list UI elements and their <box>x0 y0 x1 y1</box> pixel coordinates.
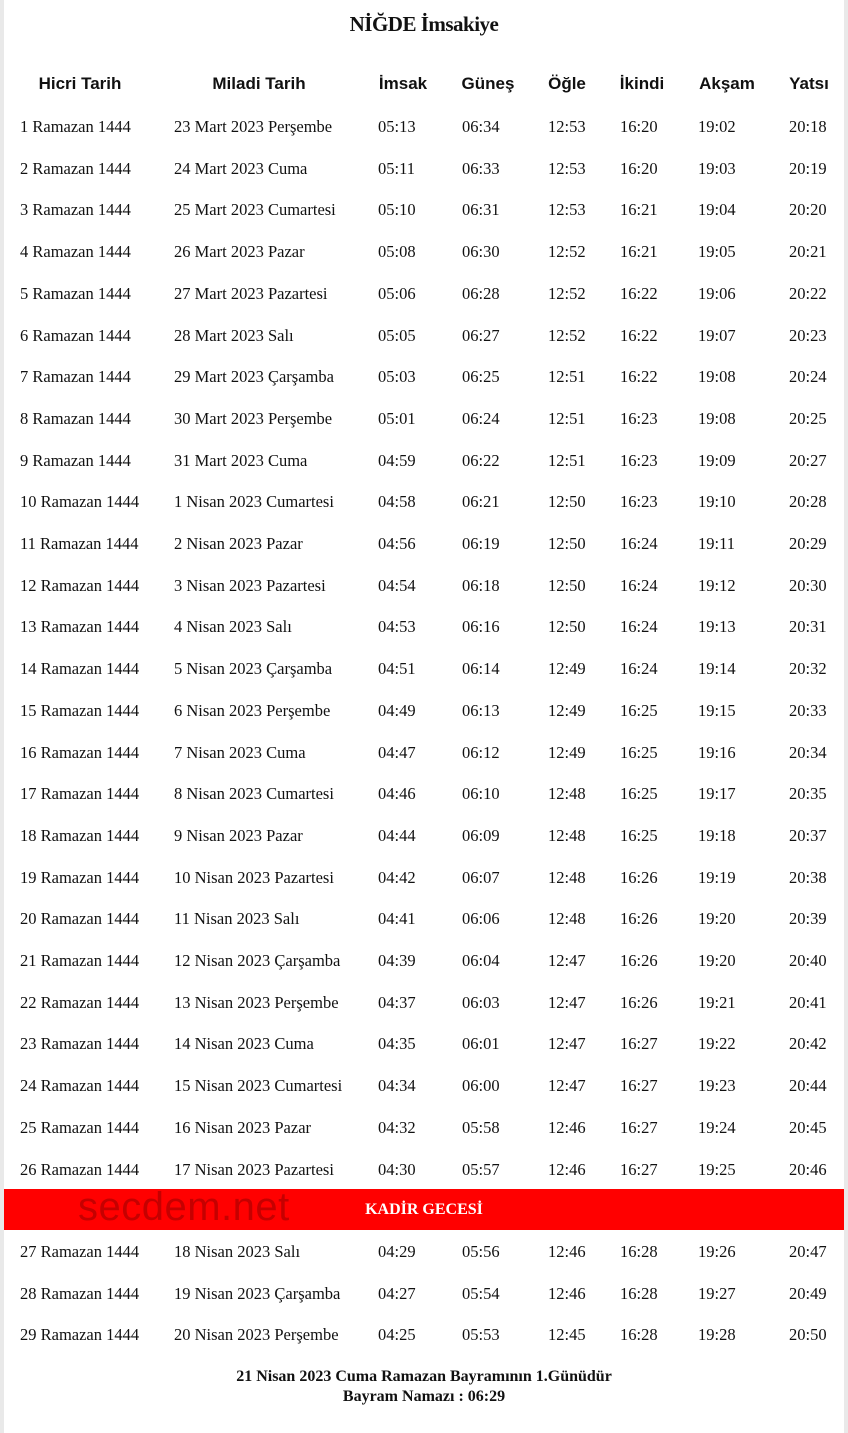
cell-yatsi: 20:39 <box>789 909 827 929</box>
cell-ogle: 12:48 <box>548 867 586 887</box>
table-row <box>0 607 848 649</box>
cell-ikindi: 16:23 <box>620 408 658 428</box>
table-row <box>0 1024 848 1066</box>
cell-gunes: 06:01 <box>462 1034 500 1054</box>
table-row <box>0 649 848 691</box>
cell-miladi-tarih: 9 Nisan 2023 Pazar <box>174 825 303 845</box>
cell-hicri-tarih: 11 Ramazan 1444 <box>20 534 139 553</box>
cell-miladi-tarih: 12 Nisan 2023 Çarşamba <box>174 951 341 970</box>
cell-hicri-tarih: 26 Ramazan 1444 <box>20 1159 140 1179</box>
cell-hicri-tarih: 1 Ramazan 1444 <box>20 117 131 136</box>
cell-ikindi: 16:27 <box>620 1076 658 1096</box>
table-row <box>0 774 848 816</box>
cell-miladi-tarih: 24 Mart 2023 Cuma <box>174 158 308 178</box>
cell-miladi-tarih: 6 Nisan 2023 Perşembe <box>174 700 331 720</box>
cell-ikindi: 16:24 <box>620 534 658 553</box>
cell-ogle: 12:47 <box>548 1034 586 1054</box>
header-gunes: Güneş <box>461 74 515 93</box>
cell-hicri-tarih: 10 Ramazan 1444 <box>20 492 140 512</box>
cell-ikindi: 16:26 <box>620 951 658 970</box>
cell-ikindi: 16:25 <box>620 784 658 804</box>
cell-aksam: 19:07 <box>698 325 736 345</box>
cell-ikindi: 16:21 <box>620 200 658 220</box>
cell-hicri-tarih: 6 Ramazan 1444 <box>20 325 131 345</box>
cell-miladi-tarih: 11 Nisan 2023 Salı <box>174 909 300 929</box>
cell-ikindi: 16:27 <box>620 1117 658 1137</box>
cell-aksam: 19:10 <box>698 492 736 512</box>
cell-hicri-tarih: 13 Ramazan 1444 <box>20 617 140 637</box>
cell-gunes: 05:56 <box>462 1242 500 1261</box>
cell-ogle: 12:49 <box>548 700 586 720</box>
cell-aksam: 19:12 <box>698 575 736 595</box>
cell-hicri-tarih: 19 Ramazan 1444 <box>20 867 140 887</box>
cell-yatsi: 20:35 <box>789 784 827 804</box>
cell-gunes: 06:04 <box>462 951 500 970</box>
cell-imsak: 05:03 <box>378 367 416 387</box>
cell-ogle: 12:49 <box>548 742 586 762</box>
cell-miladi-tarih: 2 Nisan 2023 Pazar <box>174 534 303 553</box>
cell-gunes: 06:19 <box>462 534 500 553</box>
cell-ikindi: 16:26 <box>620 867 658 887</box>
cell-hicri-tarih: 27 Ramazan 1444 <box>20 1242 140 1261</box>
cell-ikindi: 16:25 <box>620 742 658 762</box>
cell-yatsi: 20:49 <box>789 1283 827 1303</box>
footer-line-1: 21 Nisan 2023 Cuma Ramazan Bayramının 1.Günüdür <box>236 1368 612 1385</box>
cell-imsak: 05:08 <box>378 242 416 262</box>
cell-imsak: 04:27 <box>378 1283 416 1303</box>
cell-hicri-tarih: 14 Ramazan 1444 <box>20 659 140 679</box>
cell-imsak: 04:25 <box>378 1325 416 1345</box>
cell-aksam: 19:18 <box>698 825 736 845</box>
cell-imsak: 04:54 <box>378 575 416 595</box>
table-row <box>0 1232 848 1274</box>
cell-ikindi: 16:23 <box>620 450 658 470</box>
cell-ogle: 12:53 <box>548 117 586 136</box>
cell-aksam: 19:22 <box>698 1034 736 1054</box>
cell-ogle: 12:51 <box>548 367 586 387</box>
cell-hicri-tarih: 20 Ramazan 1444 <box>20 909 140 929</box>
cell-yatsi: 20:40 <box>789 951 827 970</box>
cell-hicri-tarih: 17 Ramazan 1444 <box>20 784 140 804</box>
cell-yatsi: 20:18 <box>789 117 827 136</box>
cell-imsak: 04:44 <box>378 825 416 845</box>
cell-miladi-tarih: 28 Mart 2023 Salı <box>174 325 294 345</box>
cell-imsak: 04:39 <box>378 951 416 970</box>
cell-imsak: 05:11 <box>378 158 415 178</box>
cell-yatsi: 20:23 <box>789 325 827 345</box>
cell-ikindi: 16:22 <box>620 283 658 303</box>
cell-aksam: 19:05 <box>698 242 736 262</box>
cell-gunes: 06:24 <box>462 408 500 428</box>
cell-yatsi: 20:22 <box>789 283 827 303</box>
cell-gunes: 06:28 <box>462 283 500 303</box>
cell-gunes: 06:33 <box>462 158 500 178</box>
cell-yatsi: 20:25 <box>789 408 827 428</box>
cell-gunes: 06:00 <box>462 1076 500 1096</box>
cell-gunes: 05:57 <box>462 1159 500 1179</box>
cell-ogle: 12:51 <box>548 408 586 428</box>
cell-gunes: 06:21 <box>462 492 500 512</box>
table-row <box>0 941 848 983</box>
cell-ikindi: 16:24 <box>620 659 658 679</box>
cell-imsak: 05:01 <box>378 408 416 428</box>
header-yatsi: Yatsı <box>789 74 829 93</box>
cell-yatsi: 20:41 <box>789 992 827 1012</box>
cell-miladi-tarih: 27 Mart 2023 Pazartesi <box>174 283 328 303</box>
cell-imsak: 04:59 <box>378 450 416 470</box>
table-row <box>0 232 848 274</box>
table-row <box>0 733 848 775</box>
cell-aksam: 19:16 <box>698 742 736 762</box>
cell-hicri-tarih: 21 Ramazan 1444 <box>20 951 140 970</box>
cell-imsak: 04:47 <box>378 742 416 762</box>
table-row <box>0 1315 848 1357</box>
cell-ikindi: 16:27 <box>620 1159 658 1179</box>
cell-miladi-tarih: 8 Nisan 2023 Cumartesi <box>174 784 334 804</box>
cell-miladi-tarih: 5 Nisan 2023 Çarşamba <box>174 659 333 679</box>
cell-ikindi: 16:28 <box>620 1325 658 1345</box>
cell-ogle: 12:52 <box>548 325 586 345</box>
cell-gunes: 05:53 <box>462 1325 500 1345</box>
cell-ogle: 12:48 <box>548 784 586 804</box>
cell-yatsi: 20:32 <box>789 659 827 679</box>
cell-imsak: 04:42 <box>378 867 416 887</box>
cell-miladi-tarih: 30 Mart 2023 Perşembe <box>174 408 333 428</box>
cell-miladi-tarih: 25 Mart 2023 Cumartesi <box>174 200 336 220</box>
cell-ikindi: 16:20 <box>620 158 658 178</box>
cell-gunes: 05:54 <box>462 1283 500 1303</box>
cell-hicri-tarih: 9 Ramazan 1444 <box>20 450 131 470</box>
cell-aksam: 19:03 <box>698 158 736 178</box>
cell-yatsi: 20:50 <box>789 1325 827 1345</box>
cell-yatsi: 20:24 <box>789 367 827 387</box>
cell-imsak: 05:06 <box>378 283 416 303</box>
cell-hicri-tarih: 12 Ramazan 1444 <box>20 575 140 595</box>
cell-yatsi: 20:31 <box>789 617 827 637</box>
cell-gunes: 06:06 <box>462 909 500 929</box>
table-row <box>0 566 848 608</box>
cell-miladi-tarih: 7 Nisan 2023 Cuma <box>174 742 306 762</box>
header-aksam: Akşam <box>699 74 755 93</box>
cell-imsak: 04:56 <box>378 534 416 553</box>
cell-aksam: 19:19 <box>698 867 736 887</box>
cell-hicri-tarih: 28 Ramazan 1444 <box>20 1283 140 1303</box>
cell-aksam: 19:28 <box>698 1325 736 1345</box>
cell-gunes: 06:27 <box>462 325 500 345</box>
cell-yatsi: 20:45 <box>789 1117 827 1137</box>
cell-ogle: 12:48 <box>548 909 586 929</box>
cell-aksam: 19:20 <box>698 951 736 970</box>
cell-ogle: 12:52 <box>548 242 586 262</box>
cell-yatsi: 20:27 <box>789 450 827 470</box>
cell-ikindi: 16:22 <box>620 325 658 345</box>
cell-hicri-tarih: 7 Ramazan 1444 <box>20 367 131 387</box>
cell-imsak: 04:41 <box>378 909 416 929</box>
cell-ikindi: 16:27 <box>620 1034 658 1054</box>
table-row <box>0 107 848 149</box>
cell-aksam: 19:14 <box>698 659 736 679</box>
cell-aksam: 19:15 <box>698 700 736 720</box>
cell-miladi-tarih: 20 Nisan 2023 Perşembe <box>174 1325 339 1345</box>
cell-gunes: 06:18 <box>462 575 500 595</box>
cell-gunes: 06:34 <box>462 117 500 136</box>
cell-ogle: 12:53 <box>548 158 586 178</box>
cell-gunes: 06:03 <box>462 992 500 1012</box>
table-row <box>0 1066 848 1108</box>
cell-miladi-tarih: 10 Nisan 2023 Pazartesi <box>174 867 334 887</box>
cell-aksam: 19:08 <box>698 408 736 428</box>
cell-ogle: 12:46 <box>548 1159 586 1179</box>
cell-miladi-tarih: 17 Nisan 2023 Pazartesi <box>174 1159 334 1179</box>
cell-gunes: 06:22 <box>462 450 500 470</box>
table-row <box>0 399 848 441</box>
cell-ikindi: 16:26 <box>620 909 658 929</box>
cell-aksam: 19:11 <box>698 534 735 553</box>
cell-miladi-tarih: 18 Nisan 2023 Salı <box>174 1242 301 1261</box>
cell-gunes: 06:10 <box>462 784 500 804</box>
cell-gunes: 05:58 <box>462 1117 500 1137</box>
cell-imsak: 05:05 <box>378 325 416 345</box>
cell-gunes: 06:12 <box>462 742 500 762</box>
cell-hicri-tarih: 16 Ramazan 1444 <box>20 742 140 762</box>
cell-ogle: 12:50 <box>548 575 586 595</box>
table-row <box>0 983 848 1025</box>
cell-imsak: 04:37 <box>378 992 416 1012</box>
cell-yatsi: 20:30 <box>789 575 827 595</box>
watermark: secdem.net <box>78 1185 290 1229</box>
table-row <box>0 1274 848 1316</box>
cell-miladi-tarih: 3 Nisan 2023 Pazartesi <box>174 575 326 595</box>
page-title: NİĞDE İmsakiye <box>349 12 499 36</box>
cell-ikindi: 16:21 <box>620 242 658 262</box>
cell-hicri-tarih: 3 Ramazan 1444 <box>20 200 131 220</box>
cell-imsak: 05:10 <box>378 200 416 220</box>
cell-aksam: 19:23 <box>698 1076 736 1096</box>
table-row <box>0 816 848 858</box>
table-row <box>0 858 848 900</box>
cell-ogle: 12:48 <box>548 825 586 845</box>
cell-hicri-tarih: 23 Ramazan 1444 <box>20 1034 140 1054</box>
cell-aksam: 19:17 <box>698 784 736 804</box>
cell-yatsi: 20:42 <box>789 1034 827 1054</box>
cell-imsak: 04:58 <box>378 492 416 512</box>
header-hicri: Hicri Tarih <box>38 74 122 93</box>
cell-aksam: 19:04 <box>698 200 736 220</box>
cell-miladi-tarih: 4 Nisan 2023 Salı <box>174 617 292 637</box>
cell-aksam: 19:13 <box>698 617 736 637</box>
cell-miladi-tarih: 26 Mart 2023 Pazar <box>174 242 305 262</box>
cell-yatsi: 20:47 <box>789 1242 827 1261</box>
cell-aksam: 19:08 <box>698 367 736 387</box>
table-row <box>0 899 848 941</box>
cell-yatsi: 20:44 <box>789 1076 827 1096</box>
cell-imsak: 04:46 <box>378 784 416 804</box>
cell-miladi-tarih: 1 Nisan 2023 Cumartesi <box>174 492 334 512</box>
cell-yatsi: 20:20 <box>789 200 827 220</box>
cell-ikindi: 16:26 <box>620 992 658 1012</box>
cell-aksam: 19:21 <box>698 992 736 1012</box>
cell-miladi-tarih: 14 Nisan 2023 Cuma <box>174 1034 314 1054</box>
cell-hicri-tarih: 8 Ramazan 1444 <box>20 408 131 428</box>
cell-ikindi: 16:25 <box>620 700 658 720</box>
cell-miladi-tarih: 15 Nisan 2023 Cumartesi <box>174 1076 343 1096</box>
cell-ogle: 12:53 <box>548 200 586 220</box>
cell-yatsi: 20:21 <box>789 242 827 262</box>
banner-text: KADİR GECESİ <box>365 1201 483 1218</box>
cell-ikindi: 16:24 <box>620 575 658 595</box>
table-row <box>0 441 848 483</box>
cell-gunes: 06:31 <box>462 200 500 220</box>
cell-miladi-tarih: 16 Nisan 2023 Pazar <box>174 1117 312 1137</box>
cell-miladi-tarih: 13 Nisan 2023 Perşembe <box>174 992 339 1012</box>
cell-yatsi: 20:28 <box>789 492 827 512</box>
cell-gunes: 06:14 <box>462 659 500 679</box>
cell-imsak: 04:53 <box>378 617 416 637</box>
cell-aksam: 19:25 <box>698 1159 736 1179</box>
cell-ogle: 12:51 <box>548 450 586 470</box>
header-ikindi: İkindi <box>619 74 665 93</box>
cell-gunes: 06:16 <box>462 617 500 637</box>
cell-yatsi: 20:38 <box>789 867 827 887</box>
cell-yatsi: 20:37 <box>789 825 827 845</box>
cell-ogle: 12:47 <box>548 1076 586 1096</box>
cell-yatsi: 20:34 <box>789 742 827 762</box>
table-row <box>0 149 848 191</box>
cell-imsak: 04:49 <box>378 700 416 720</box>
cell-yatsi: 20:19 <box>789 158 827 178</box>
cell-gunes: 06:30 <box>462 242 500 262</box>
cell-ogle: 12:46 <box>548 1242 586 1261</box>
cell-imsak: 04:51 <box>378 659 416 679</box>
cell-ikindi: 16:24 <box>620 617 658 637</box>
cell-imsak: 04:29 <box>378 1242 416 1261</box>
cell-ikindi: 16:28 <box>620 1283 658 1303</box>
cell-hicri-tarih: 24 Ramazan 1444 <box>20 1076 140 1096</box>
cell-yatsi: 20:29 <box>789 534 827 553</box>
footer-line-2: Bayram Namazı : 06:29 <box>342 1388 506 1405</box>
cell-hicri-tarih: 5 Ramazan 1444 <box>20 283 131 303</box>
cell-hicri-tarih: 22 Ramazan 1444 <box>20 992 140 1012</box>
cell-imsak: 04:32 <box>378 1117 416 1137</box>
cell-ogle: 12:46 <box>548 1283 586 1303</box>
cell-aksam: 19:20 <box>698 909 736 929</box>
cell-gunes: 06:25 <box>462 367 500 387</box>
cell-miladi-tarih: 31 Mart 2023 Cuma <box>174 450 308 470</box>
cell-hicri-tarih: 15 Ramazan 1444 <box>20 700 140 720</box>
cell-hicri-tarih: 4 Ramazan 1444 <box>20 242 131 262</box>
cell-miladi-tarih: 23 Mart 2023 Perşembe <box>174 117 333 136</box>
cell-ogle: 12:50 <box>548 492 586 512</box>
table-row <box>0 316 848 358</box>
cell-aksam: 19:26 <box>698 1242 736 1261</box>
cell-ogle: 12:50 <box>548 534 586 553</box>
cell-aksam: 19:06 <box>698 283 736 303</box>
cell-imsak: 04:35 <box>378 1034 416 1054</box>
header-miladi: Miladi Tarih <box>212 74 306 93</box>
cell-yatsi: 20:46 <box>789 1159 827 1179</box>
cell-ogle: 12:46 <box>548 1117 586 1137</box>
table-row <box>0 691 848 733</box>
cell-ogle: 12:45 <box>548 1325 586 1345</box>
cell-ogle: 12:50 <box>548 617 586 637</box>
table-row <box>0 190 848 232</box>
cell-gunes: 06:07 <box>462 867 500 887</box>
cell-ikindi: 16:25 <box>620 825 658 845</box>
cell-aksam: 19:09 <box>698 450 736 470</box>
cell-hicri-tarih: 18 Ramazan 1444 <box>20 825 140 845</box>
cell-ikindi: 16:20 <box>620 117 658 136</box>
table-row <box>0 274 848 316</box>
table-row <box>0 482 848 524</box>
cell-gunes: 06:13 <box>462 700 500 720</box>
cell-ogle: 12:47 <box>548 992 586 1012</box>
header-imsak: İmsak <box>378 74 428 93</box>
header-ogle: Öğle <box>548 74 586 93</box>
cell-aksam: 19:24 <box>698 1117 736 1137</box>
cell-hicri-tarih: 25 Ramazan 1444 <box>20 1117 140 1137</box>
cell-hicri-tarih: 2 Ramazan 1444 <box>20 158 131 178</box>
cell-ikindi: 16:23 <box>620 492 658 512</box>
cell-ogle: 12:49 <box>548 659 586 679</box>
table-row <box>0 524 848 566</box>
cell-aksam: 19:02 <box>698 117 736 136</box>
cell-imsak: 04:30 <box>378 1159 416 1179</box>
cell-imsak: 04:34 <box>378 1076 416 1096</box>
cell-aksam: 19:27 <box>698 1283 736 1303</box>
cell-ikindi: 16:28 <box>620 1242 658 1261</box>
cell-miladi-tarih: 19 Nisan 2023 Çarşamba <box>174 1283 341 1303</box>
cell-imsak: 05:13 <box>378 117 416 136</box>
cell-ogle: 12:52 <box>548 283 586 303</box>
cell-gunes: 06:09 <box>462 825 500 845</box>
cell-yatsi: 20:33 <box>789 700 827 720</box>
cell-ogle: 12:47 <box>548 951 586 970</box>
cell-miladi-tarih: 29 Mart 2023 Çarşamba <box>174 367 334 387</box>
table-row <box>0 357 848 399</box>
cell-hicri-tarih: 29 Ramazan 1444 <box>20 1325 140 1345</box>
cell-ikindi: 16:22 <box>620 367 658 387</box>
table-row <box>0 1108 848 1150</box>
